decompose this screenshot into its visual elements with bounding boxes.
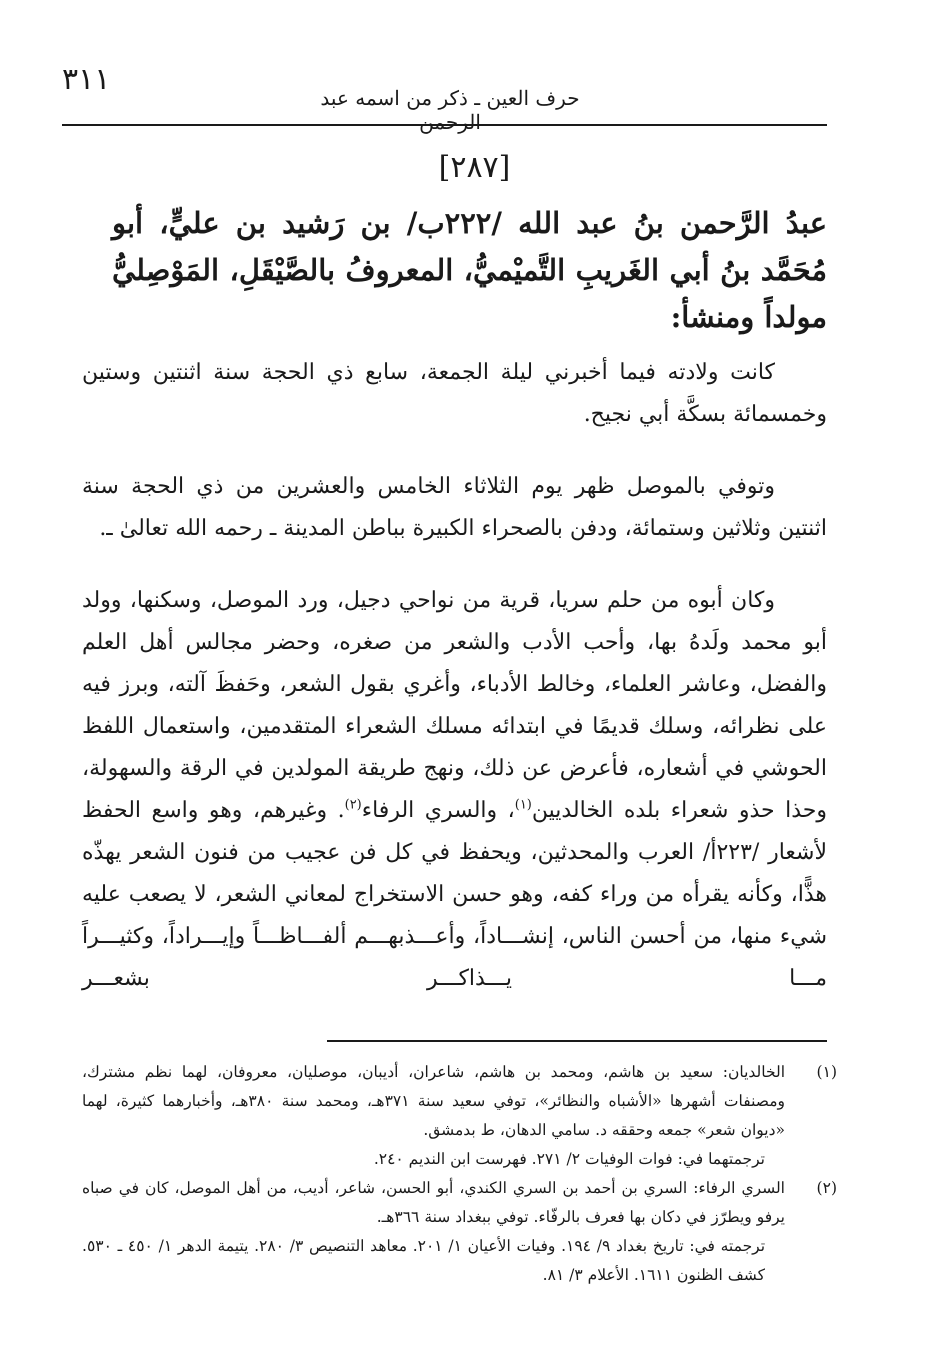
entry-number: [٢٨٧] [438,150,511,185]
footnote-text-2: السري الرفاء: السري بن أحمد بن السري الكندي، أبو الحسن، شاعر، أديب، من أهل الموصل، كان في صباه يرفو ويطرّز في دكان بها فعرف بالرفّاء. توفي ببغداد سنة ٣٦٦هـ. [82,1179,785,1226]
footnote-text-1: الخالديان: سعيد بن هاشم، ومحمد بن هاشم، شاعران، أديبان، موصليان، معروفان، لهما نظم مشترك، ومصنفات أشهرها «الأشباه والنظائر»، توفي سعيد سنة ٣٧١هـ، ومحمد سنة ٣٨٠هـ، وأخبارهما كثيرة، لهما «ديوان شعر» جمعه وحققه د. سامي الدهان، ط بدمشق. [82,1063,785,1139]
footnote-mark-2: (٢) [816,1179,837,1197]
page-number: ٣١١ [62,62,111,97]
entry-heading: عبدُ الرَّحمن بنُ عبد الله /٢٢٢ب/ بن رَشيد بن عليٍّ، أبو مُحَمَّد بنُ أبي الغَريبِ التَّميْميُّ، المعروفُ بالصَّيْقَلِ، المَوْصِليُّ مولداً ومنشأ: [112,206,827,334]
footnote-ref-2[interactable]: (٢) [344,797,362,813]
paragraph-birth: كانت ولادته فيما أخبرني ليلة الجمعة، سابع ذي الحجة سنة اثنتين وستين وخمسمائة بسكَّة أبي نجيح. [82,360,827,427]
header-rule [62,124,827,126]
footnote-2 [82,1174,837,1290]
footnote-rule [327,1040,827,1042]
footnote-sources-1: ترجمتهما في: فوات الوفيات ٢/ ٢٧١. فهرست ابن النديم ٢٤٠. [373,1150,765,1168]
footnote-sources-2: ترجمته في: تاريخ بغداد ٩/ ١٩٤. وفيات الأعيان ١/ ٢٠١. معاهد التنصيص ٣/ ٢٨٠. يتيمة الدهر ١/ ٤٥٠ ـ ٥٣٠. كشف الظنون ١٦١١. الأعلام ٣/ ٨١. [82,1237,766,1284]
biography-text-part-3: . وغيرهم، وهو واسع الحفظ لأشعار /٢٢٣أ/ العرب والمحدثين، ويحفظ في كل فن عجيب من فنون الشعر يهذّه هذًّا، وكأنه يقرأه من وراء كفه، وهو حسن الاستخراج لمعاني الشعر، لا يصعب عليه شيء منها، من أحسن الناس، إنشـــاداً، وأعـــذبهـــم ألفـــاظـــاً وإيـــراداً، وكثيـــراً مـــا يـــذاكـــر بشعـــر [82,798,828,991]
biography-text-part-2: ، والسري الرفاء [361,798,515,823]
footnote-mark-1: (١) [816,1063,837,1081]
body-text [82,352,827,1000]
paragraph-death: وتوفي بالموصل ظهر يوم الثلاثاء الخامس والعشرين من ذي الحجة سنة اثنتين وثلاثين وستمائة، ودفن بالصحراء الكبيرة بباطن المدينة ـ رحمه الله تعالىٰ ـ. [82,474,827,541]
paragraph-biography [82,580,827,1000]
footnote-ref-1[interactable]: (١) [514,797,532,813]
footnote-1 [82,1058,837,1174]
footnotes [82,1058,837,1290]
biography-text-part-1: وكان أبوه من حلم سريا، قرية من نواحي دجيل، ورد الموصل، وسكنها، وولد أبو محمد ولَدهُ بها، وأحب الأدب والشعر من صغره، وحضر مجالس أهل العلم والفضل، وعاشر العلماء، وخالط الأدباء، وأغري بقول الشعر، وحَفظَ آلته، وبرز فيه على نظرائه، وسلك قديمًا في ابتدائه مسلك الشعراء المتقدمين، واستعمال اللفظ الحوشي في أشعاره، فأعرض عن ذلك، ونهج طريقة المولدين في الرقة والسهولة، وحذا حذو شعراء بلده الخالديين [82,588,828,823]
running-head: حرف العين ـ ذكر من اسمه عبد الرحمن [320,86,580,134]
